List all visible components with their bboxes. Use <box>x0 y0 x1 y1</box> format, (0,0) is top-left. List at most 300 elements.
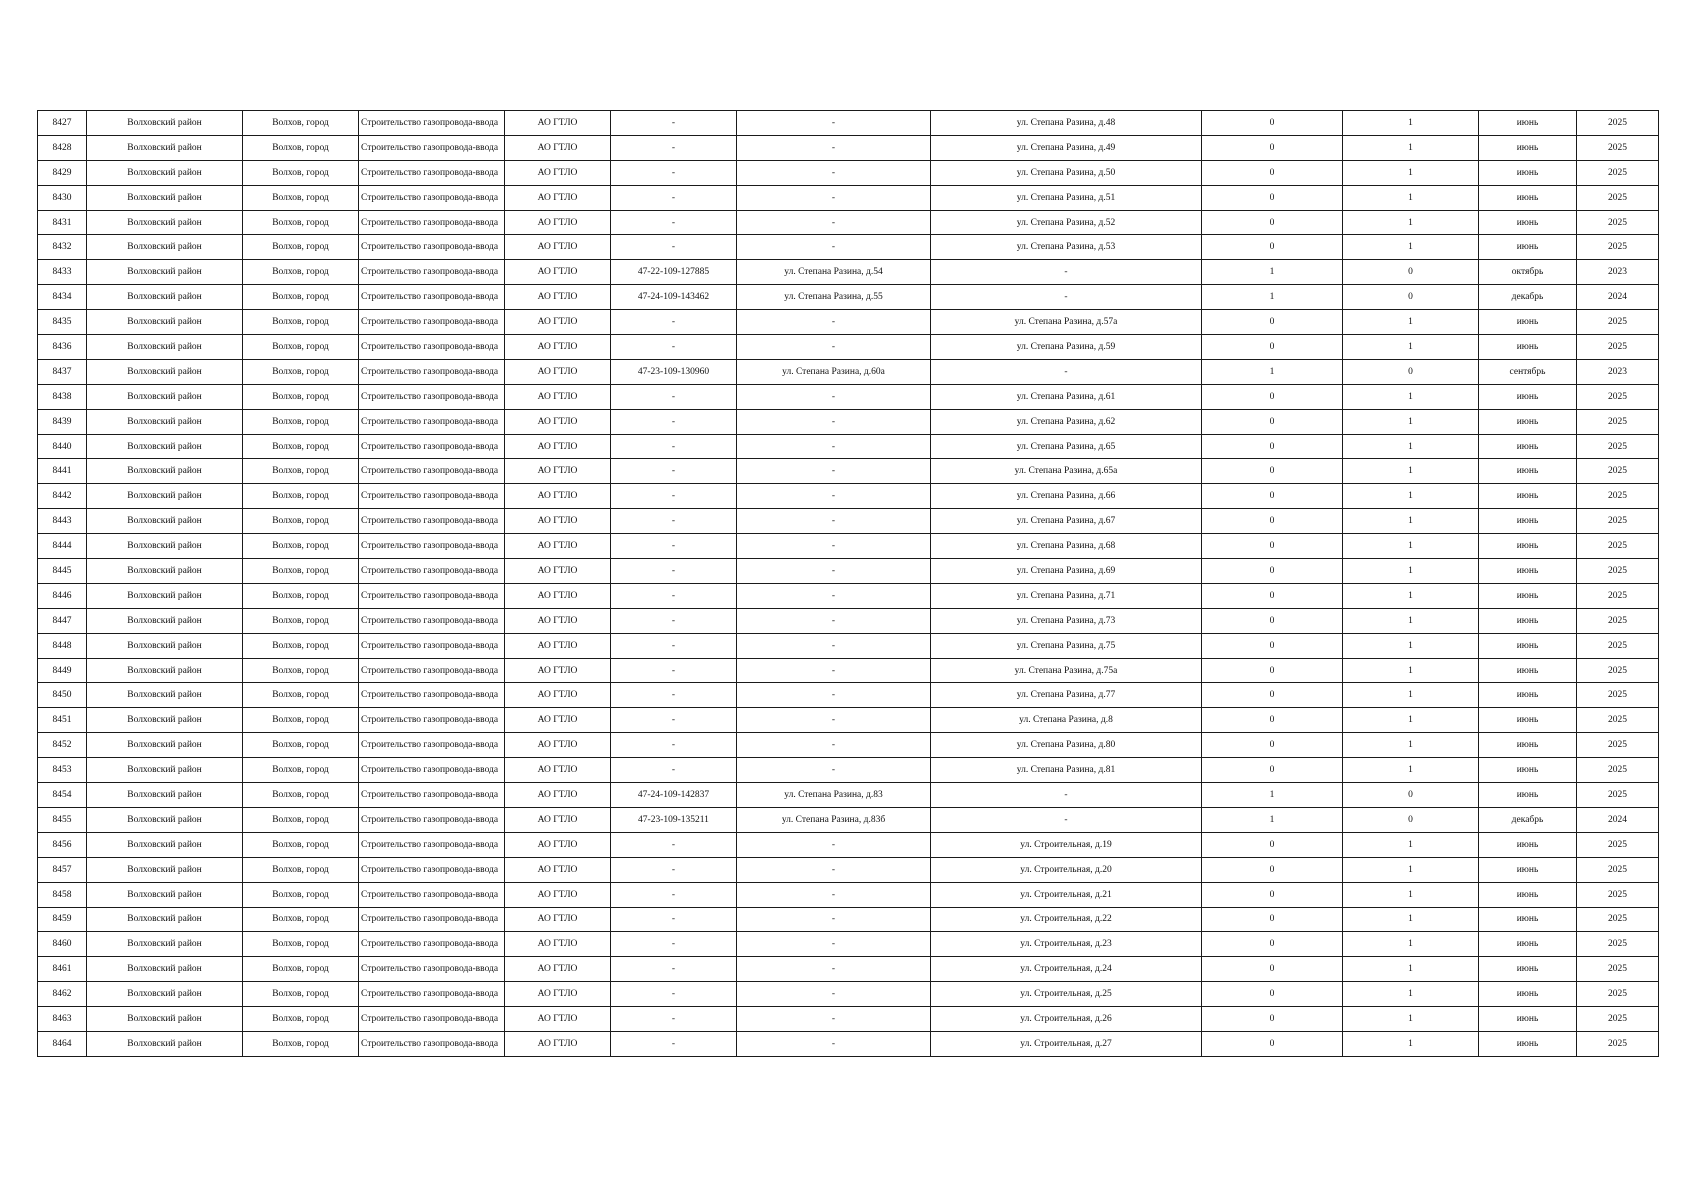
cell-work-type: Строительство газопровода-ввода <box>359 658 505 683</box>
cell-row-number: 8445 <box>38 559 87 584</box>
cell-count-connected: 0 <box>1202 1031 1343 1056</box>
cell-count-connected: 0 <box>1202 733 1343 758</box>
cell-cadastral-number: - <box>611 857 737 882</box>
cell-work-type: Строительство газопровода-ввода <box>359 758 505 783</box>
cell-organization: АО ГТЛО <box>505 733 611 758</box>
cell-count-connected: 0 <box>1202 459 1343 484</box>
cell-organization: АО ГТЛО <box>505 111 611 136</box>
cell-row-number: 8454 <box>38 783 87 808</box>
cell-work-type: Строительство газопровода-ввода <box>359 957 505 982</box>
cell-district: Волховский район <box>87 1007 243 1032</box>
cell-settlement: Волхов, город <box>243 982 359 1007</box>
table-row <box>38 683 1659 708</box>
cell-row-number: 8428 <box>38 135 87 160</box>
cell-cadastral-number: - <box>611 135 737 160</box>
cell-count-planned: 0 <box>1343 783 1479 808</box>
cell-district: Волховский район <box>87 285 243 310</box>
cell-planned-address: - <box>931 783 1202 808</box>
cell-year: 2025 <box>1577 633 1659 658</box>
cell-organization: АО ГТЛО <box>505 982 611 1007</box>
cell-district: Волховский район <box>87 160 243 185</box>
cell-planned-address: ул. Степана Разина, д.68 <box>931 534 1202 559</box>
cell-district: Волховский район <box>87 633 243 658</box>
cell-count-connected: 0 <box>1202 409 1343 434</box>
cell-cadastral-number: - <box>611 683 737 708</box>
cell-row-number: 8463 <box>38 1007 87 1032</box>
cell-district: Волховский район <box>87 459 243 484</box>
cell-planned-address: ул. Степана Разина, д.53 <box>931 235 1202 260</box>
cell-month: июнь <box>1479 459 1577 484</box>
cell-organization: АО ГТЛО <box>505 907 611 932</box>
cell-work-type: Строительство газопровода-ввода <box>359 335 505 360</box>
table-row <box>38 185 1659 210</box>
cell-district: Волховский район <box>87 733 243 758</box>
cell-district: Волховский район <box>87 111 243 136</box>
cell-work-type: Строительство газопровода-ввода <box>359 459 505 484</box>
cell-year: 2025 <box>1577 160 1659 185</box>
cell-year: 2025 <box>1577 384 1659 409</box>
cell-settlement: Волхов, город <box>243 135 359 160</box>
cell-cadastral-number: - <box>611 733 737 758</box>
cell-settlement: Волхов, город <box>243 1031 359 1056</box>
cell-district: Волховский район <box>87 534 243 559</box>
cell-cadastral-number: - <box>611 509 737 534</box>
cell-month: июнь <box>1479 1007 1577 1032</box>
cell-district: Волховский район <box>87 583 243 608</box>
cell-row-number: 8429 <box>38 160 87 185</box>
cell-organization: АО ГТЛО <box>505 857 611 882</box>
cell-row-number: 8444 <box>38 534 87 559</box>
cell-count-connected: 0 <box>1202 185 1343 210</box>
cell-count-planned: 1 <box>1343 708 1479 733</box>
cell-count-planned: 1 <box>1343 608 1479 633</box>
cell-month: декабрь <box>1479 807 1577 832</box>
cell-work-type: Строительство газопровода-ввода <box>359 111 505 136</box>
cell-connected-address: - <box>737 185 931 210</box>
cell-organization: АО ГТЛО <box>505 1007 611 1032</box>
cell-year: 2025 <box>1577 1007 1659 1032</box>
cell-cadastral-number: - <box>611 1007 737 1032</box>
cell-work-type: Строительство газопровода-ввода <box>359 285 505 310</box>
table-row <box>38 509 1659 534</box>
cell-work-type: Строительство газопровода-ввода <box>359 1007 505 1032</box>
cell-cadastral-number: 47-23-109-130960 <box>611 359 737 384</box>
cell-count-planned: 1 <box>1343 982 1479 1007</box>
cell-cadastral-number: - <box>611 459 737 484</box>
cell-organization: АО ГТЛО <box>505 335 611 360</box>
cell-work-type: Строительство газопровода-ввода <box>359 135 505 160</box>
cell-settlement: Волхов, город <box>243 832 359 857</box>
cell-connected-address: - <box>737 1007 931 1032</box>
cell-planned-address: ул. Строительная, д.25 <box>931 982 1202 1007</box>
cell-district: Волховский район <box>87 907 243 932</box>
cell-settlement: Волхов, город <box>243 534 359 559</box>
cell-connected-address: - <box>737 434 931 459</box>
cell-district: Волховский район <box>87 832 243 857</box>
cell-month: июнь <box>1479 409 1577 434</box>
cell-planned-address: ул. Строительная, д.24 <box>931 957 1202 982</box>
cell-cadastral-number: - <box>611 185 737 210</box>
cell-year: 2025 <box>1577 459 1659 484</box>
cell-cadastral-number: - <box>611 708 737 733</box>
cell-count-connected: 0 <box>1202 335 1343 360</box>
cell-year: 2024 <box>1577 807 1659 832</box>
cell-count-connected: 0 <box>1202 932 1343 957</box>
cell-count-planned: 1 <box>1343 434 1479 459</box>
cell-settlement: Волхов, город <box>243 857 359 882</box>
cell-month: июнь <box>1479 783 1577 808</box>
cell-organization: АО ГТЛО <box>505 459 611 484</box>
cell-row-number: 8453 <box>38 758 87 783</box>
cell-organization: АО ГТЛО <box>505 658 611 683</box>
cell-year: 2025 <box>1577 534 1659 559</box>
cell-cadastral-number: - <box>611 982 737 1007</box>
cell-planned-address: ул. Степана Разина, д.71 <box>931 583 1202 608</box>
cell-count-planned: 1 <box>1343 932 1479 957</box>
cell-year: 2025 <box>1577 335 1659 360</box>
cell-count-connected: 0 <box>1202 434 1343 459</box>
table-row <box>38 832 1659 857</box>
cell-count-planned: 1 <box>1343 459 1479 484</box>
cell-month: июнь <box>1479 1031 1577 1056</box>
cell-settlement: Волхов, город <box>243 559 359 584</box>
cell-row-number: 8440 <box>38 434 87 459</box>
cell-settlement: Волхов, город <box>243 882 359 907</box>
cell-row-number: 8452 <box>38 733 87 758</box>
cell-settlement: Волхов, город <box>243 758 359 783</box>
cell-organization: АО ГТЛО <box>505 1031 611 1056</box>
cell-work-type: Строительство газопровода-ввода <box>359 210 505 235</box>
cell-work-type: Строительство газопровода-ввода <box>359 708 505 733</box>
cell-connected-address: - <box>737 135 931 160</box>
cell-settlement: Волхов, город <box>243 932 359 957</box>
cell-connected-address: - <box>737 758 931 783</box>
cell-organization: АО ГТЛО <box>505 135 611 160</box>
cell-count-connected: 0 <box>1202 832 1343 857</box>
cell-count-planned: 0 <box>1343 285 1479 310</box>
cell-settlement: Волхов, город <box>243 907 359 932</box>
cell-month: июнь <box>1479 658 1577 683</box>
cell-district: Волховский район <box>87 484 243 509</box>
cell-count-planned: 1 <box>1343 1031 1479 1056</box>
cell-connected-address: - <box>737 1031 931 1056</box>
cell-count-planned: 1 <box>1343 235 1479 260</box>
cell-planned-address: ул. Степана Разина, д.77 <box>931 683 1202 708</box>
cell-organization: АО ГТЛО <box>505 285 611 310</box>
cell-count-connected: 0 <box>1202 758 1343 783</box>
cell-count-planned: 1 <box>1343 733 1479 758</box>
cell-connected-address: ул. Степана Разина, д.54 <box>737 260 931 285</box>
cell-district: Волховский район <box>87 210 243 235</box>
cell-month: июнь <box>1479 210 1577 235</box>
cell-organization: АО ГТЛО <box>505 683 611 708</box>
cell-month: июнь <box>1479 135 1577 160</box>
cell-count-connected: 0 <box>1202 882 1343 907</box>
cell-row-number: 8449 <box>38 658 87 683</box>
cell-organization: АО ГТЛО <box>505 310 611 335</box>
cell-row-number: 8435 <box>38 310 87 335</box>
cell-month: июнь <box>1479 434 1577 459</box>
cell-organization: АО ГТЛО <box>505 260 611 285</box>
cell-row-number: 8434 <box>38 285 87 310</box>
cell-planned-address: ул. Степана Разина, д.61 <box>931 384 1202 409</box>
cell-month: июнь <box>1479 882 1577 907</box>
cell-work-type: Строительство газопровода-ввода <box>359 932 505 957</box>
table-row <box>38 235 1659 260</box>
cell-work-type: Строительство газопровода-ввода <box>359 807 505 832</box>
cell-connected-address: ул. Степана Разина, д.55 <box>737 285 931 310</box>
cell-work-type: Строительство газопровода-ввода <box>359 1031 505 1056</box>
cell-count-connected: 0 <box>1202 957 1343 982</box>
cell-year: 2025 <box>1577 783 1659 808</box>
cell-connected-address: - <box>737 235 931 260</box>
cell-cadastral-number: 47-24-109-142837 <box>611 783 737 808</box>
cell-month: июнь <box>1479 633 1577 658</box>
cell-connected-address: - <box>737 409 931 434</box>
cell-cadastral-number: - <box>611 335 737 360</box>
table-row <box>38 409 1659 434</box>
cell-cadastral-number: 47-23-109-135211 <box>611 807 737 832</box>
cell-cadastral-number: - <box>611 534 737 559</box>
cell-work-type: Строительство газопровода-ввода <box>359 509 505 534</box>
cell-district: Волховский район <box>87 559 243 584</box>
cell-work-type: Строительство газопровода-ввода <box>359 982 505 1007</box>
cell-count-connected: 0 <box>1202 135 1343 160</box>
cell-district: Волховский район <box>87 982 243 1007</box>
cell-connected-address: - <box>737 111 931 136</box>
cell-row-number: 8439 <box>38 409 87 434</box>
cell-organization: АО ГТЛО <box>505 434 611 459</box>
cell-district: Волховский район <box>87 359 243 384</box>
cell-count-connected: 0 <box>1202 633 1343 658</box>
cell-planned-address: ул. Степана Разина, д.52 <box>931 210 1202 235</box>
cell-work-type: Строительство газопровода-ввода <box>359 583 505 608</box>
cell-work-type: Строительство газопровода-ввода <box>359 484 505 509</box>
cell-count-connected: 0 <box>1202 857 1343 882</box>
cell-district: Волховский район <box>87 783 243 808</box>
table-row <box>38 260 1659 285</box>
cell-work-type: Строительство газопровода-ввода <box>359 559 505 584</box>
cell-connected-address: - <box>737 957 931 982</box>
table-row <box>38 459 1659 484</box>
cell-settlement: Волхов, город <box>243 1007 359 1032</box>
cell-cadastral-number: - <box>611 384 737 409</box>
table-row <box>38 135 1659 160</box>
cell-cadastral-number: - <box>611 1031 737 1056</box>
cell-planned-address: ул. Строительная, д.27 <box>931 1031 1202 1056</box>
cell-planned-address: ул. Степана Разина, д.69 <box>931 559 1202 584</box>
cell-cadastral-number: - <box>611 434 737 459</box>
cell-connected-address: - <box>737 310 931 335</box>
cell-settlement: Волхов, город <box>243 783 359 808</box>
cell-row-number: 8446 <box>38 583 87 608</box>
cell-connected-address: - <box>737 559 931 584</box>
cell-count-planned: 1 <box>1343 633 1479 658</box>
cell-connected-address: - <box>737 857 931 882</box>
cell-count-planned: 0 <box>1343 260 1479 285</box>
cell-year: 2025 <box>1577 409 1659 434</box>
table-row <box>38 633 1659 658</box>
cell-organization: АО ГТЛО <box>505 758 611 783</box>
cell-count-connected: 0 <box>1202 384 1343 409</box>
table-row <box>38 384 1659 409</box>
cell-work-type: Строительство газопровода-ввода <box>359 633 505 658</box>
cell-count-planned: 1 <box>1343 210 1479 235</box>
cell-settlement: Волхов, город <box>243 459 359 484</box>
cell-settlement: Волхов, город <box>243 310 359 335</box>
cell-organization: АО ГТЛО <box>505 583 611 608</box>
cell-organization: АО ГТЛО <box>505 384 611 409</box>
cell-count-connected: 0 <box>1202 160 1343 185</box>
cell-planned-address: ул. Строительная, д.21 <box>931 882 1202 907</box>
cell-connected-address: - <box>737 534 931 559</box>
table-row <box>38 608 1659 633</box>
cell-connected-address: - <box>737 982 931 1007</box>
cell-work-type: Строительство газопровода-ввода <box>359 683 505 708</box>
cell-count-connected: 0 <box>1202 534 1343 559</box>
table-row <box>38 783 1659 808</box>
cell-settlement: Волхов, город <box>243 733 359 758</box>
cell-planned-address: ул. Степана Разина, д.67 <box>931 509 1202 534</box>
cell-count-planned: 0 <box>1343 359 1479 384</box>
cell-year: 2025 <box>1577 235 1659 260</box>
cell-work-type: Строительство газопровода-ввода <box>359 832 505 857</box>
cell-row-number: 8431 <box>38 210 87 235</box>
cell-count-connected: 0 <box>1202 235 1343 260</box>
cell-connected-address: - <box>737 484 931 509</box>
cell-settlement: Волхов, город <box>243 633 359 658</box>
cell-connected-address: - <box>737 832 931 857</box>
cell-district: Волховский район <box>87 135 243 160</box>
cell-row-number: 8460 <box>38 932 87 957</box>
cell-year: 2025 <box>1577 683 1659 708</box>
cell-year: 2025 <box>1577 957 1659 982</box>
cell-year: 2024 <box>1577 285 1659 310</box>
cell-organization: АО ГТЛО <box>505 484 611 509</box>
cell-count-planned: 1 <box>1343 1007 1479 1032</box>
cell-year: 2025 <box>1577 583 1659 608</box>
cell-count-planned: 1 <box>1343 957 1479 982</box>
cell-district: Волховский район <box>87 185 243 210</box>
cell-work-type: Строительство газопровода-ввода <box>359 434 505 459</box>
cell-year: 2025 <box>1577 733 1659 758</box>
cell-settlement: Волхов, город <box>243 260 359 285</box>
cell-organization: АО ГТЛО <box>505 534 611 559</box>
cell-row-number: 8443 <box>38 509 87 534</box>
cell-settlement: Волхов, город <box>243 185 359 210</box>
cell-row-number: 8436 <box>38 335 87 360</box>
cell-settlement: Волхов, город <box>243 384 359 409</box>
cell-organization: АО ГТЛО <box>505 160 611 185</box>
cell-month: июнь <box>1479 384 1577 409</box>
cell-settlement: Волхов, город <box>243 409 359 434</box>
cell-organization: АО ГТЛО <box>505 832 611 857</box>
cell-count-connected: 0 <box>1202 982 1343 1007</box>
cell-cadastral-number: - <box>611 409 737 434</box>
cell-cadastral-number: - <box>611 235 737 260</box>
cell-row-number: 8427 <box>38 111 87 136</box>
cell-settlement: Волхов, город <box>243 509 359 534</box>
cell-count-connected: 0 <box>1202 509 1343 534</box>
cell-organization: АО ГТЛО <box>505 882 611 907</box>
cell-year: 2025 <box>1577 210 1659 235</box>
cell-connected-address: - <box>737 658 931 683</box>
cell-planned-address: ул. Строительная, д.23 <box>931 932 1202 957</box>
table-body <box>38 111 1659 1057</box>
cell-settlement: Волхов, город <box>243 957 359 982</box>
cell-organization: АО ГТЛО <box>505 932 611 957</box>
cell-district: Волховский район <box>87 434 243 459</box>
table-row <box>38 335 1659 360</box>
cell-planned-address: - <box>931 359 1202 384</box>
cell-district: Волховский район <box>87 708 243 733</box>
cell-year: 2025 <box>1577 135 1659 160</box>
cell-count-connected: 0 <box>1202 111 1343 136</box>
cell-count-connected: 0 <box>1202 708 1343 733</box>
cell-connected-address: - <box>737 907 931 932</box>
cell-settlement: Волхов, город <box>243 484 359 509</box>
cell-planned-address: ул. Степана Разина, д.48 <box>931 111 1202 136</box>
cell-cadastral-number: - <box>611 484 737 509</box>
cell-month: июнь <box>1479 758 1577 783</box>
table-row <box>38 111 1659 136</box>
cell-count-connected: 0 <box>1202 608 1343 633</box>
cell-connected-address: ул. Степана Разина, д.60а <box>737 359 931 384</box>
cell-cadastral-number: - <box>611 608 737 633</box>
cell-district: Волховский район <box>87 683 243 708</box>
table-row <box>38 285 1659 310</box>
cell-count-planned: 1 <box>1343 310 1479 335</box>
cell-count-connected: 1 <box>1202 807 1343 832</box>
cell-count-planned: 1 <box>1343 559 1479 584</box>
table-row <box>38 658 1659 683</box>
cell-month: июнь <box>1479 708 1577 733</box>
cell-work-type: Строительство газопровода-ввода <box>359 534 505 559</box>
cell-month: июнь <box>1479 160 1577 185</box>
cell-organization: АО ГТЛО <box>505 608 611 633</box>
cell-cadastral-number: - <box>611 310 737 335</box>
cell-row-number: 8458 <box>38 882 87 907</box>
cell-count-planned: 0 <box>1343 807 1479 832</box>
cell-cadastral-number: - <box>611 957 737 982</box>
cell-year: 2025 <box>1577 509 1659 534</box>
cell-count-connected: 1 <box>1202 783 1343 808</box>
cell-year: 2023 <box>1577 260 1659 285</box>
cell-cadastral-number: - <box>611 658 737 683</box>
cell-count-planned: 1 <box>1343 135 1479 160</box>
cell-planned-address: ул. Степана Разина, д.57а <box>931 310 1202 335</box>
cell-year: 2025 <box>1577 932 1659 957</box>
cell-count-planned: 1 <box>1343 111 1479 136</box>
cell-row-number: 8461 <box>38 957 87 982</box>
cell-organization: АО ГТЛО <box>505 210 611 235</box>
cell-settlement: Волхов, город <box>243 210 359 235</box>
cell-row-number: 8451 <box>38 708 87 733</box>
cell-connected-address: - <box>737 509 931 534</box>
cell-work-type: Строительство газопровода-ввода <box>359 733 505 758</box>
cell-count-connected: 1 <box>1202 260 1343 285</box>
cell-count-planned: 1 <box>1343 409 1479 434</box>
cell-month: июнь <box>1479 907 1577 932</box>
table-row <box>38 932 1659 957</box>
cell-connected-address: - <box>737 160 931 185</box>
cell-district: Волховский район <box>87 1031 243 1056</box>
cell-count-connected: 0 <box>1202 559 1343 584</box>
cell-month: июнь <box>1479 559 1577 584</box>
cell-cadastral-number: - <box>611 160 737 185</box>
cell-settlement: Волхов, город <box>243 285 359 310</box>
cell-count-planned: 1 <box>1343 384 1479 409</box>
